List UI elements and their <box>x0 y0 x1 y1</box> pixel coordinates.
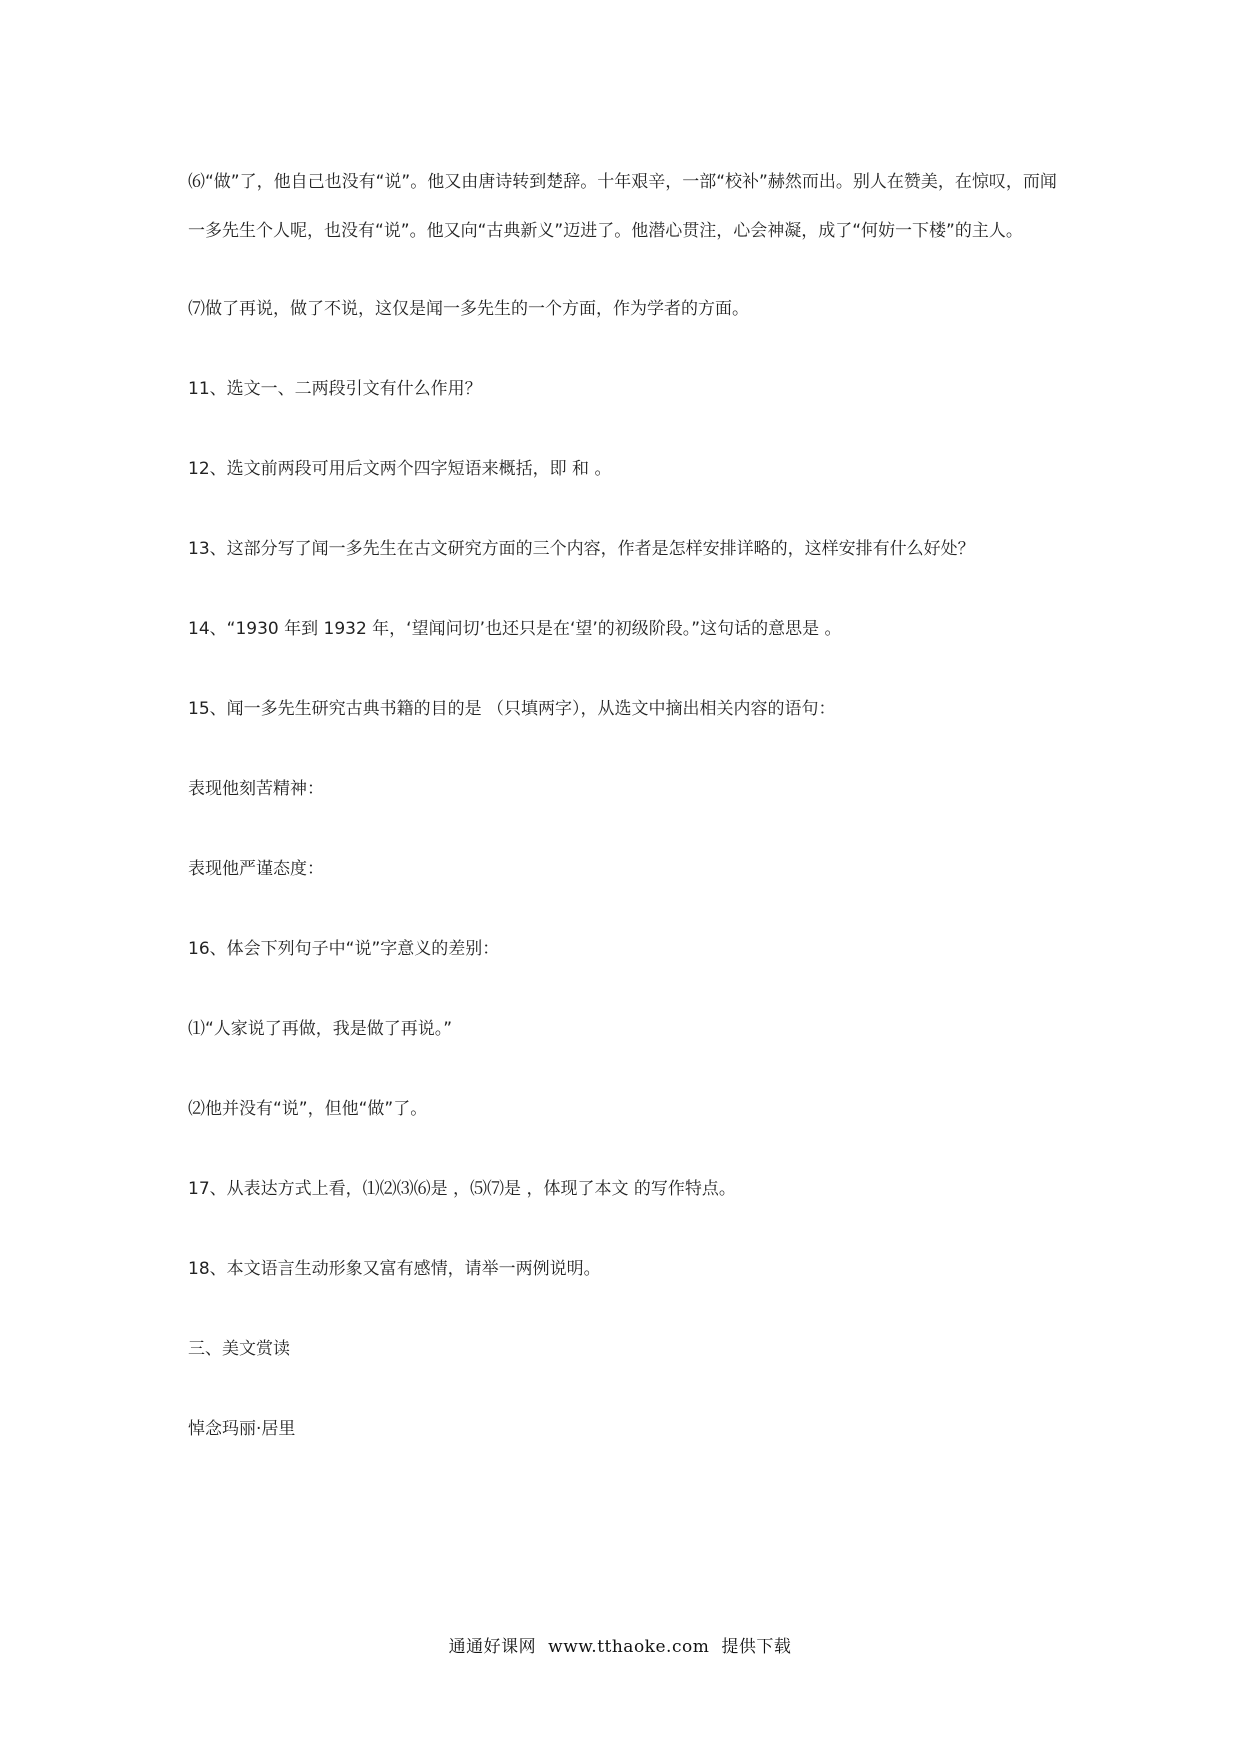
question-18: 18、本文语言生动形象又富有感情，请举一两例说明。 <box>188 1259 601 1279</box>
question-13: 13、这部分写了闻一多先生在古文研究方面的三个内容，作者是怎样安排详略的，这样安排有什么好处？ <box>188 539 975 559</box>
document-body <box>188 158 1068 1485</box>
question-11: 11、选文一、二两段引文有什么作用？ <box>188 379 482 399</box>
footer-url[interactable]: www.tthaoke.com <box>548 1637 710 1657</box>
question-15: 15、闻一多先生研究古典书籍的目的是 （只填两字），从选文中摘出相关内容的语句： <box>188 699 836 719</box>
article-title: 悼念玛丽·居里 <box>188 1419 296 1439</box>
question-17: 17、从表达方式上看，⑴⑵⑶⑹是 ，⑸⑺是 ，体现了本文 的写作特点。 <box>188 1179 736 1199</box>
footer-site-name: 通通好课网 <box>448 1637 537 1657</box>
paragraph-6-continuation: ⑹“做”了，他自己也没有“说”。他又由唐诗转到楚辞。十年艰辛，一部“校补”赫然而出。别人在赞美，在惊叹，而闻一多先生个人呢，也没有“说”。他又向“古典新义”迈进了。他潜心贯注，心会神凝，成了“何妨一下楼”的主人。 <box>188 172 1057 241</box>
question-16: 16、体会下列句子中“说”字意义的差别： <box>188 939 500 959</box>
question-16-sentence-1: ⑴“人家说了再做，我是做了再说。” <box>188 1019 453 1039</box>
page-footer <box>0 1632 1240 1657</box>
question-16-sentence-2: ⑵他并没有“说”，但他“做”了。 <box>188 1099 428 1119</box>
question-12: 12、选文前两段可用后文两个四字短语来概括，即 和 。 <box>188 459 612 479</box>
section-heading-3: 三、美文赏读 <box>188 1339 290 1359</box>
paragraph-7: ⑺做了再说，做了不说，这仅是闻一多先生的一个方面，作为学者的方面。 <box>188 299 749 319</box>
question-14: 14、“1930 年到 1932 年，‘望闻问切’也还只是在‘望’的初级阶段。”这句话的意思是 。 <box>188 619 842 639</box>
question-15-hardwork: 表现他刻苦精神： <box>188 779 324 799</box>
footer-suffix: 提供下载 <box>721 1637 792 1657</box>
question-15-rigor: 表现他严谨态度： <box>188 859 324 879</box>
